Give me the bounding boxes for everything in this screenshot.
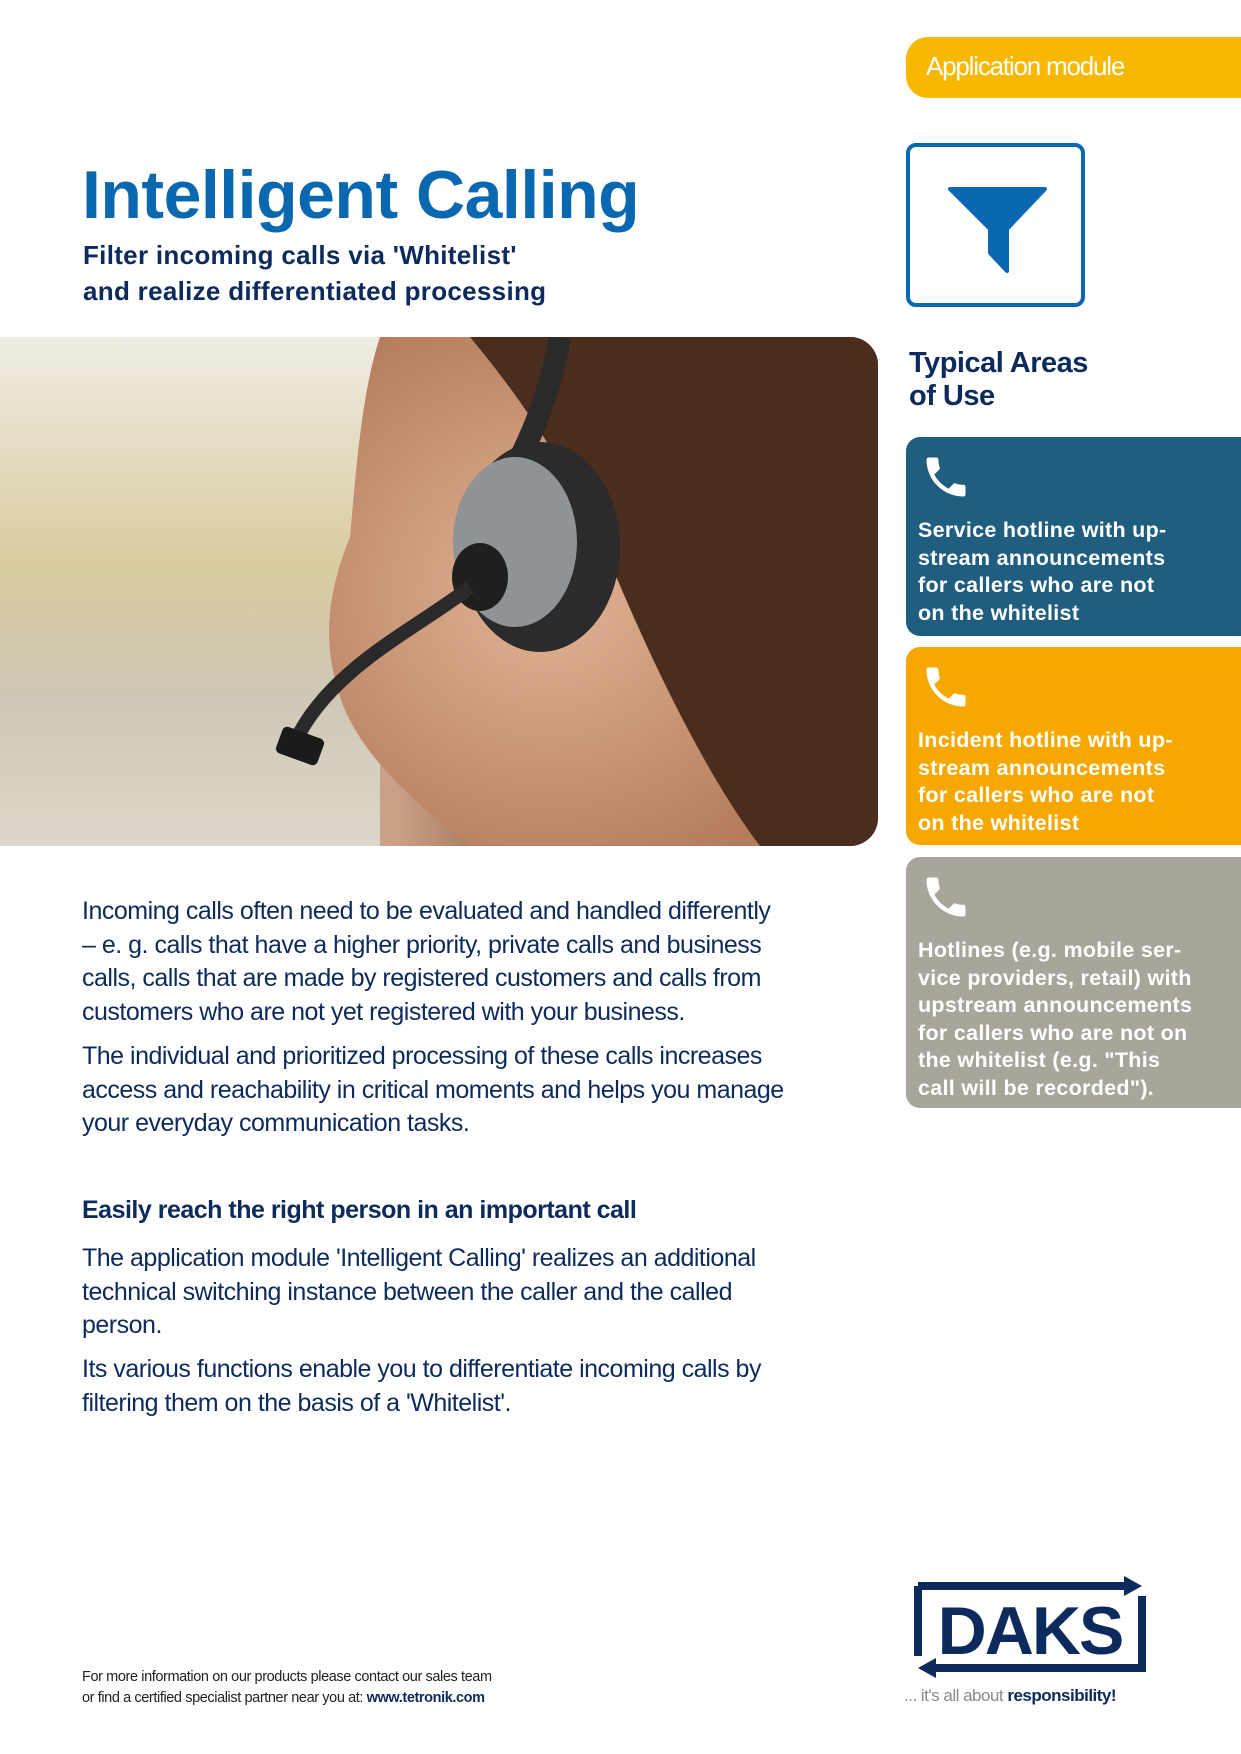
module-description-paragraph: The application module 'Intelligent Calling' realizes an additional technical switching instance between the caller and the called person.	[82, 1244, 756, 1340]
application-module-badge	[906, 37, 1241, 98]
use-case-card-service-hotline	[906, 437, 1241, 636]
use-case-card-incident-hotline	[906, 647, 1241, 845]
headset-photo	[0, 337, 878, 846]
daks-logo-text: DAKS	[937, 1593, 1123, 1669]
daks-logo	[910, 1576, 1150, 1687]
page-subtitle: Filter incoming calls via 'Whitelist' and realize differentiated processing	[83, 240, 547, 306]
application-module-label: Application module	[926, 51, 1125, 81]
filter-icon	[910, 147, 1081, 303]
use-case-text: Incident hotline with up- stream announcements for callers who are not on the whitelist	[918, 728, 1173, 835]
section-heading: Easily reach the right person in an important call	[82, 1196, 637, 1224]
phone-icon	[920, 451, 972, 508]
use-case-text: Service hotline with up- stream announcements for callers who are not on the whitelist	[918, 518, 1167, 625]
footer-contact	[82, 1667, 492, 1709]
page-title: Intelligent Calling	[82, 157, 640, 233]
phone-icon	[920, 661, 972, 718]
benefit-paragraph: The individual and prioritized processing of these calls increases access and reachability in critical moments and helps you manage your everyday communication tasks.	[82, 1042, 784, 1138]
filter-module-icon-box	[906, 143, 1085, 307]
intro-paragraph: Incoming calls often need to be evaluated and handled differently – e. g. calls that have a higher priority, private calls and business calls, calls that are made by registered customers and calls from customers who are not yet registered with your business.	[82, 897, 771, 1026]
tagline-bold: responsibility!	[1007, 1686, 1117, 1705]
footer-line-1: For more information on our products please contact our sales team	[82, 1669, 492, 1685]
functions-paragraph: Its various functions enable you to differentiate incoming calls by filtering them on the basis of a 'Whitelist'.	[82, 1355, 761, 1417]
tagline-prefix: ... it's all about	[904, 1686, 1008, 1705]
use-case-text: Hotlines (e.g. mobile ser- vice providers, retail) with upstream announcements for callers who are not on the whitelist (e.g. "This call will be recorded").	[918, 938, 1193, 1100]
typical-areas-heading: Typical Areas of Use	[909, 347, 1088, 412]
footer-line-2: or find a certified specialist partner near you at:	[82, 1690, 367, 1706]
website-link[interactable]: www.tetronik.com	[366, 1690, 485, 1706]
phone-icon	[920, 871, 972, 928]
use-case-card-hotlines	[906, 857, 1241, 1108]
logo-tagline	[904, 1686, 1116, 1706]
